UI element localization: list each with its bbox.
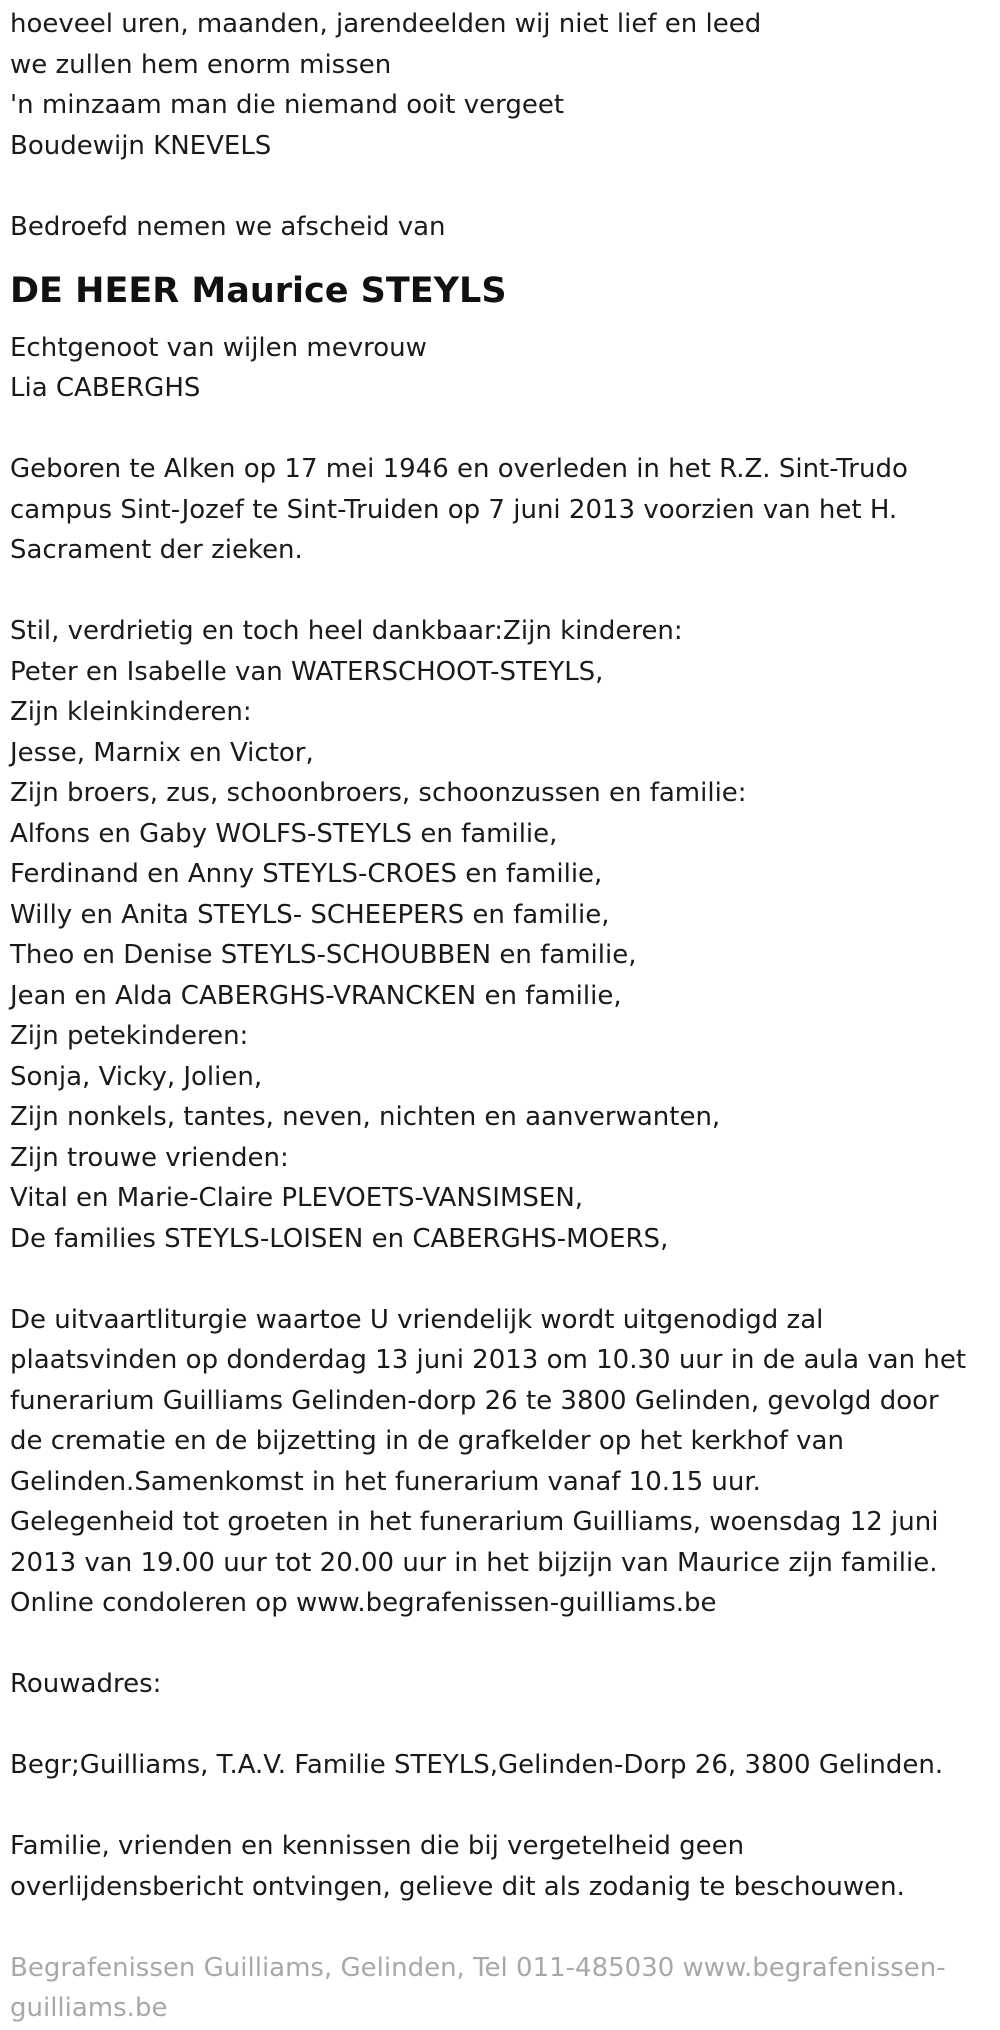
- notice-line: Familie, vrienden en kennissen die bij vergetelheid geen: [10, 1831, 745, 1861]
- intro-text: Bedroefd nemen we afscheid van: [10, 211, 446, 242]
- deceased-name: DE HEER Maurice STEYLS: [10, 271, 507, 311]
- funeral-line: funerarium Guilliams Gelinden-dorp 26 te 3800 Gelinden, gevolgd door: [10, 1385, 939, 1416]
- poem-line: hoeveel uren, maanden, jarendeelden wij niet lief en leed: [10, 9, 762, 39]
- family-line: Ferdinand en Anny STEYLS-CROES en familie,: [10, 859, 603, 889]
- birth-death-block: [10, 449, 990, 571]
- spouse-block: [10, 328, 990, 409]
- family-line: Jean en Alda CABERGHS-VRANCKEN en familie,: [10, 980, 622, 1011]
- family-line: Zijn kleinkinderen:: [10, 697, 252, 727]
- family-line: Alfons en Gaby WOLFS-STEYLS en familie,: [10, 818, 558, 849]
- rouwadres-label: Rouwadres:: [10, 1669, 162, 1699]
- funeral-line: Gelegenheid tot groeten in het funerarium Guilliams, woensdag 12 juni: [10, 1507, 939, 1537]
- family-line: Zijn petekinderen:: [10, 1021, 249, 1051]
- family-line: Zijn nonkels, tantes, neven, nichten en aanverwanten,: [10, 1102, 721, 1132]
- spacer: [10, 166, 990, 207]
- spouse-name: Lia CABERGHS: [10, 373, 201, 403]
- funeral-line: De uitvaartliturgie waartoe U vriendelijk wordt uitgenodigd zal: [10, 1304, 824, 1335]
- funeral-line: 2013 van 19.00 uur tot 20.00 uur in het bijzijn van Maurice zijn familie.: [10, 1547, 938, 1578]
- poem-block: [10, 4, 990, 166]
- family-line: Vital en Marie-Claire PLEVOETS-VANSIMSEN,: [10, 1183, 584, 1213]
- poem-line: we zullen hem enorm missen: [10, 49, 392, 80]
- family-block: [10, 611, 990, 1259]
- notice-line: overlijdensbericht ontvingen, gelieve dit als zodanig te beschouwen.: [10, 1871, 905, 1902]
- spacer: [10, 1259, 990, 1300]
- spacer: [10, 1624, 990, 1665]
- family-line: Zijn broers, zus, schoonbroers, schoonzussen en familie:: [10, 778, 747, 808]
- obituary-page: [10, 4, 990, 2029]
- family-line: Sonja, Vicky, Jolien,: [10, 1061, 263, 1092]
- poem-line: 'n minzaam man die niemand ooit vergeet: [10, 90, 565, 120]
- spacer: [10, 1705, 990, 1746]
- spouse-line: Echtgenoot van wijlen mevrouw: [10, 332, 427, 363]
- birth-death-line: Geboren te Alken op 17 mei 1946 en overleden in het R.Z. Sint-Trudo: [10, 454, 908, 484]
- family-line: Stil, verdrietig en toch heel dankbaar:Zijn kinderen:: [10, 616, 683, 646]
- birth-death-line: campus Sint-Jozef te Sint-Truiden op 7 juni 2013 voorzien van het H.: [10, 494, 898, 525]
- family-line: Theo en Denise STEYLS-SCHOUBBEN en familie,: [10, 940, 637, 970]
- footer-line: guilliams.be: [10, 1993, 168, 2023]
- birth-death-line: Sacrament der zieken.: [10, 535, 303, 565]
- poem-author: Boudewijn KNEVELS: [10, 130, 272, 161]
- family-line: Jesse, Marnix en Victor,: [10, 737, 314, 768]
- spacer: [10, 409, 990, 450]
- notice-block: [10, 1826, 990, 1907]
- family-line: Peter en Isabelle van WATERSCHOOT-STEYLS,: [10, 656, 604, 687]
- funeral-line: de crematie en de bijzetting in de grafkelder op het kerkhof van: [10, 1426, 844, 1456]
- spacer: [10, 1786, 990, 1827]
- funeral-line: plaatsvinden op donderdag 13 juni 2013 om 10.30 uur in de aula van het: [10, 1345, 967, 1375]
- family-line: De families STEYLS-LOISEN en CABERGHS-MOERS,: [10, 1223, 669, 1254]
- rouwadres-address: Begr;Guilliams, T.A.V. Familie STEYLS,Gelinden-Dorp 26, 3800 Gelinden.: [10, 1750, 944, 1780]
- footer: [10, 1948, 990, 2029]
- funeral-line: Gelinden.Samenkomst in het funerarium vanaf 10.15 uur.: [10, 1466, 761, 1497]
- family-line: Zijn trouwe vrienden:: [10, 1142, 289, 1173]
- funeral-block: [10, 1300, 990, 1624]
- spacer: [10, 571, 990, 612]
- spacer: [10, 1907, 990, 1948]
- footer-line: Begrafenissen Guilliams, Gelinden, Tel 011-485030 www.begrafenissen-: [10, 1952, 946, 1983]
- family-line: Willy en Anita STEYLS- SCHEEPERS en familie,: [10, 899, 610, 930]
- funeral-line: Online condoleren op www.begrafenissen-guilliams.be: [10, 1588, 717, 1618]
